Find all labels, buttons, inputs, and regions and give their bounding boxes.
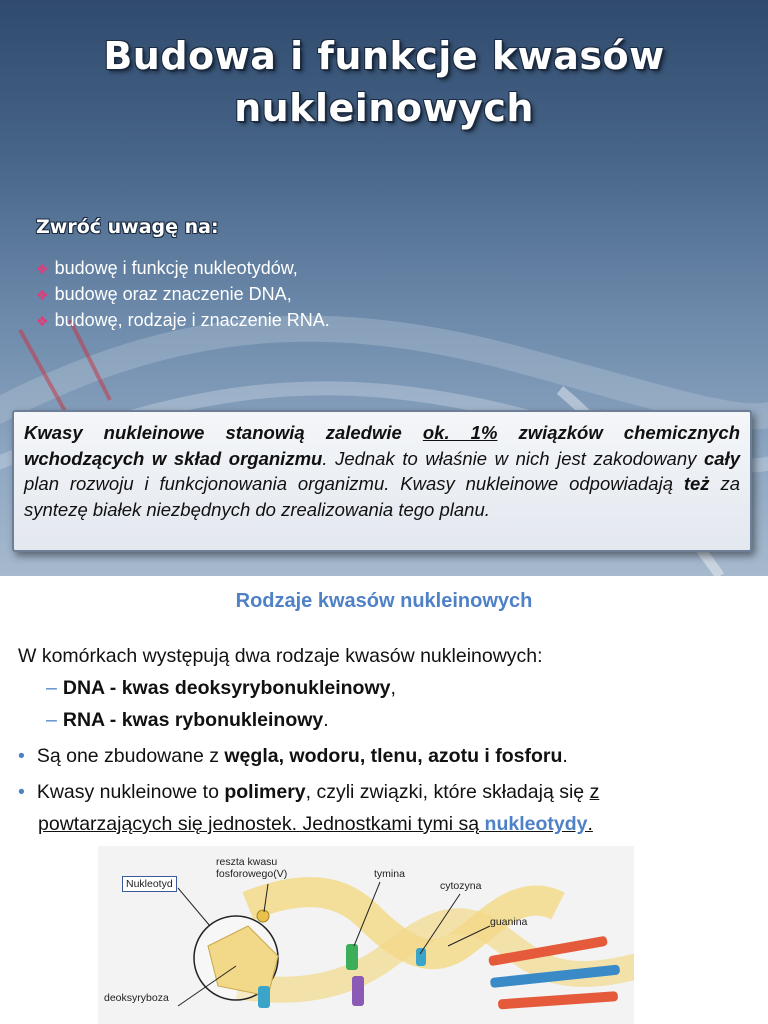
diamond-bullet-icon: ❖ [36, 261, 49, 277]
slide-title [0, 30, 768, 134]
nucleotide-label: Nukleotyd [122, 876, 177, 892]
note-list [36, 256, 330, 334]
intro-line: W komórkach występują dwa rodzaje kwasów nukleinowych: [18, 645, 543, 667]
bullet-polymers: • Kwasy nukleinowe to polimery, czyli związki, które składają się z [18, 781, 600, 803]
note-item [36, 282, 330, 308]
note-item-text: budowę, rodzaje i znaczenie RNA. [54, 310, 330, 330]
guanine-label: guanina [490, 916, 528, 928]
diamond-bullet-icon: ❖ [36, 313, 49, 329]
note-heading: Zwróć uwagę na: [36, 216, 219, 238]
dna-item: – DNA - kwas deoksyrybonukleinowy, [46, 677, 396, 699]
rna-item: – RNA - kwas rybonukleinowy. [46, 709, 329, 731]
note-item [36, 256, 330, 282]
thymine-label: tymina [374, 868, 405, 880]
dot-bullet-icon: • [18, 745, 25, 767]
slide-title-line-2: nukleinowych [234, 86, 534, 130]
info-paragraph: Kwasy nukleinowe stanowią zaledwie ok. 1% związków chemicznych wchodzących w skład organizmu. Jednak to właśnie w nich jest zakodowany cały plan rozwoju i funkcjonowania organizmu. Kwasy nukleinowe odpowiadają też za syntezę białek niezbędnych do zrealizowania tego planu. [24, 422, 740, 520]
dash-bullet-icon: – [46, 677, 57, 699]
slide-2-body [18, 640, 753, 840]
note-item [36, 308, 330, 334]
cytosine-label: cytozyna [440, 880, 482, 892]
dash-bullet-icon: – [46, 709, 57, 731]
slide-title-line-1: Budowa i funkcje kwasów [103, 34, 665, 78]
note-item-text: budowę i funkcję nukleotydów, [54, 258, 298, 278]
diamond-bullet-icon: ❖ [36, 287, 49, 303]
bullet-polymers-cont: powtarzających się jednostek. Jednostkami tymi są nukleotydy. [38, 813, 593, 835]
info-box [12, 410, 752, 552]
slide-2 [0, 576, 768, 1024]
slide-2-title: Rodzaje kwasów nukleinowych [235, 590, 533, 612]
nucleotide-figure [98, 846, 634, 1024]
dot-bullet-icon: • [18, 781, 25, 803]
deoxyribose-label: deoksyryboza [104, 992, 169, 1004]
bullet-elements: • Są one zbudowane z węgla, wodoru, tlenu, azotu i fosforu. [18, 745, 568, 767]
note-item-text: budowę oraz znaczenie DNA, [54, 284, 292, 304]
phosphate-label: reszta kwasu fosforowego(V) [216, 856, 288, 880]
dna-helix-illustration [98, 846, 634, 1024]
